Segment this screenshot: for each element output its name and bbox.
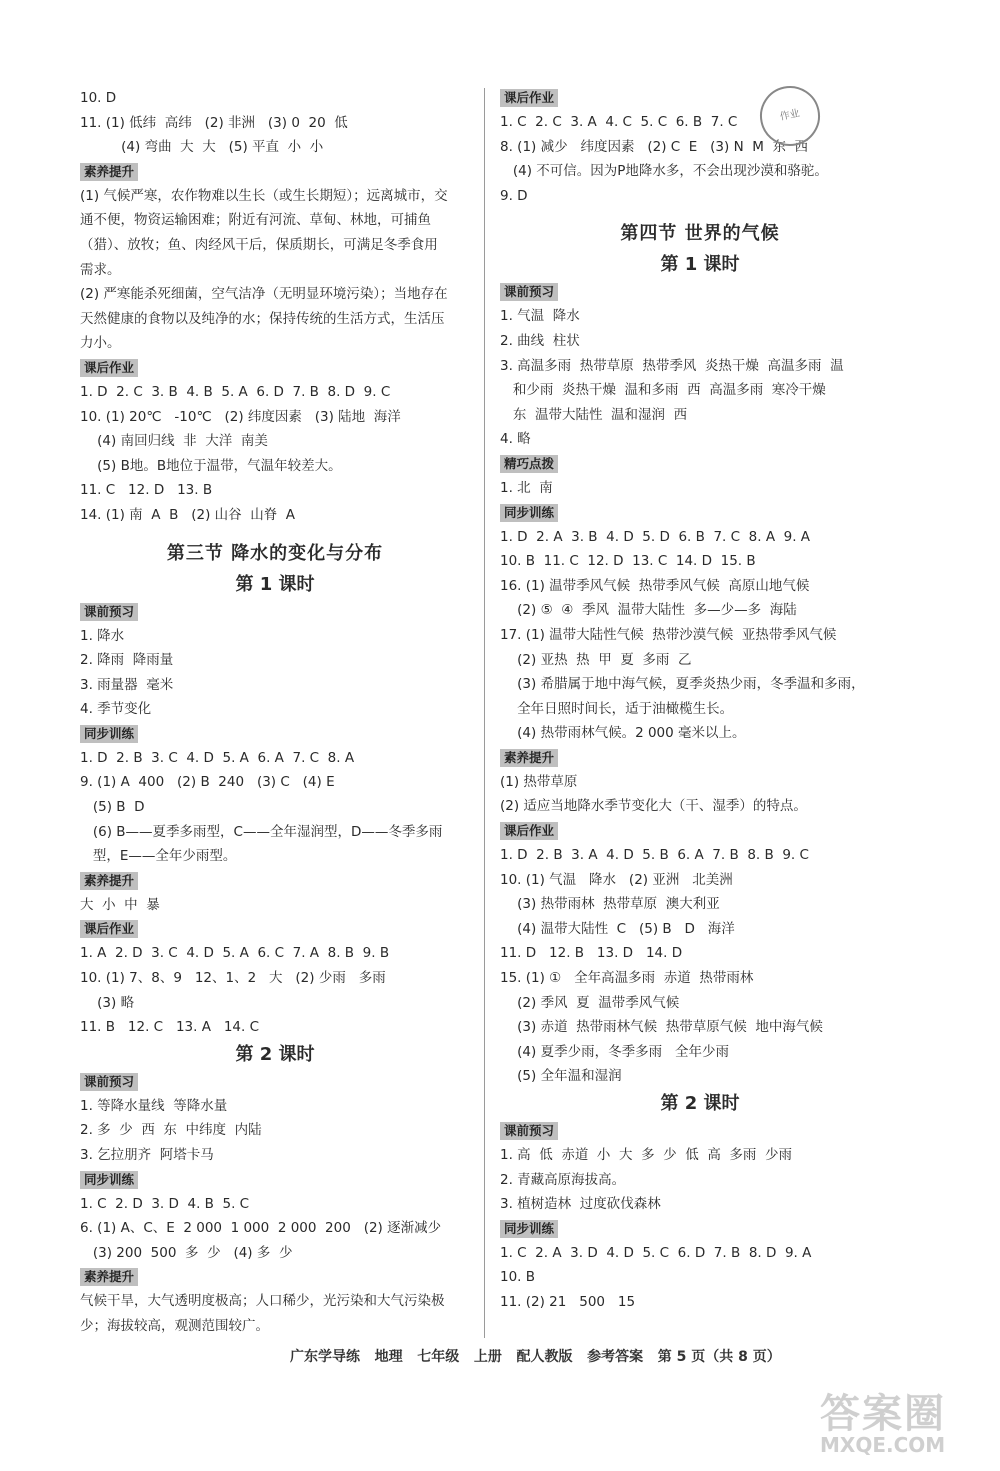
answer-line: (5) 全年温和湿润 bbox=[500, 1068, 622, 1085]
answer-line: (4) 不可信。因为P地降水多，不会出现沙漠和骆驼。 bbox=[500, 163, 828, 180]
right-column bbox=[500, 86, 900, 1315]
answer-line: 力小。 bbox=[80, 335, 121, 352]
answer-line: 和少雨 炎热干燥 温和多雨 西 高温多雨 寒冷干燥 bbox=[500, 382, 826, 399]
answer-line: (2) 严寒能杀死细菌，空气洁净（无明显环境污染）；当地存在 bbox=[80, 286, 448, 303]
answer-line: 17. (1) 温带大陆性气候 热带沙漠气候 亚热带季风气候 bbox=[500, 626, 837, 643]
answer-line: 8. (1) 减少 纬度因素 (2) C E (3) N M 东 西 bbox=[500, 138, 809, 155]
section-tag: 课后作业 bbox=[500, 89, 558, 107]
answer-line: 3. 乞拉朋齐 阿塔卡马 bbox=[80, 1147, 214, 1163]
answer-line: 天然健康的食物以及纯净的水；保持传统的生活方式，生活压 bbox=[80, 310, 445, 327]
answer-line: (4) 温带大陆性 C (5) B D 海洋 bbox=[500, 920, 735, 937]
section-tag: 同步训练 bbox=[80, 1171, 138, 1189]
answer-line: 4. 季节变化 bbox=[80, 701, 152, 718]
answer-line: (2) ⑤ ④ 季风 温带大陆性 多—少—多 海陆 bbox=[500, 602, 797, 619]
answer-line: 1. C 2. C 3. A 4. C 5. C 6. B 7. C bbox=[500, 114, 738, 130]
answer-line: 1. 降水 bbox=[80, 627, 125, 644]
answer-line: 2. 青藏高原海拔高。 bbox=[500, 1171, 626, 1188]
section-tag: 素养提升 bbox=[500, 749, 558, 767]
lesson-title: 第 1 课时 bbox=[235, 573, 315, 595]
answer-line: 1. 北 南 bbox=[500, 479, 553, 496]
answer-line: (4) 南回归线 非 大洋 南美 bbox=[80, 433, 268, 450]
section-tag: 课后作业 bbox=[500, 822, 558, 840]
answer-line: 1. C 2. A 3. D 4. D 5. C 6. D 7. B 8. D 9. A bbox=[500, 1244, 812, 1261]
answer-line: 10. D bbox=[80, 90, 117, 106]
answer-line: 1. 等降水量线 等降水量 bbox=[80, 1097, 228, 1114]
section-tag: 课前预习 bbox=[80, 603, 138, 621]
left-column bbox=[80, 86, 470, 1339]
answer-line: 10. (1) 气温 降水 (2) 亚洲 北美洲 bbox=[500, 871, 733, 888]
answer-line: （猎）、放牧；鱼、肉经风干后，保质期长，可满足冬季食用 bbox=[80, 236, 438, 253]
answer-line: 11. B 12. C 13. A 14. C bbox=[80, 1019, 260, 1036]
stamp-seal: 作业 bbox=[754, 80, 825, 151]
answer-line: 全年日照时间长，适于油橄榄生长。 bbox=[500, 700, 734, 717]
answer-line: 1. D 2. C 3. B 4. B 5. A 6. D 7. B 8. D 9. C bbox=[80, 383, 391, 400]
answer-line: 3. 植树造林 过度砍伐森林 bbox=[500, 1196, 661, 1213]
section-tag: 同步训练 bbox=[500, 1220, 558, 1238]
answer-line: 2. 曲线 柱状 bbox=[500, 332, 580, 349]
answer-line: 型，E——全年少雨型。 bbox=[80, 848, 237, 865]
answer-line: (1) 热带草原 bbox=[500, 773, 578, 790]
section-tag: 课后作业 bbox=[80, 359, 138, 377]
answer-line: (2) 亚热 热 甲 夏 多雨 乙 bbox=[500, 651, 692, 668]
answer-line: 大 小 中 暴 bbox=[80, 896, 160, 913]
answer-line: 2. 降雨 降雨量 bbox=[80, 652, 174, 669]
answer-line: (3) 略 bbox=[80, 994, 135, 1011]
section-tag: 同步训练 bbox=[80, 725, 138, 743]
section-tag: 课后作业 bbox=[80, 920, 138, 938]
answer-line: 1. D 2. A 3. B 4. D 5. D 6. B 7. C 8. A 9. A bbox=[500, 528, 811, 545]
answer-line: 11. C 12. D 13. B bbox=[80, 482, 213, 499]
answer-line: (2) 适应当地降水季节变化大（干、湿季）的特点。 bbox=[500, 798, 807, 815]
lesson-title: 第 1 课时 bbox=[660, 254, 740, 276]
lesson-title: 第 2 课时 bbox=[235, 1043, 315, 1065]
column-divider bbox=[484, 88, 485, 1338]
answer-line: 11. (1) 低纬 高纬 (2) 非洲 (3) 0 20 低 bbox=[80, 114, 348, 131]
answer-line: (5) B地。B地位于温带，气温年较差大。 bbox=[80, 457, 342, 474]
section-tag: 精巧点拨 bbox=[500, 455, 558, 473]
answer-line: 6. (1) A、C、E 2 000 1 000 2 000 200 (2) 逐渐减少 bbox=[80, 1220, 442, 1237]
answer-line: 1. D 2. B 3. C 4. D 5. A 6. A 7. C 8. A bbox=[80, 749, 355, 766]
lesson-title: 第 2 课时 bbox=[660, 1093, 740, 1114]
answer-line: (1) 气候严寒，农作物难以生长（或生长期短）；远离城市，交 bbox=[80, 187, 448, 204]
answer-line: 1. D 2. B 3. A 4. D 5. B 6. A 7. B 8. B 9. C bbox=[500, 847, 809, 864]
answer-line: (2) 季风 夏 温带季风气候 bbox=[500, 994, 680, 1011]
answer-line: 10. (1) 7、8、9 12、1、2 大 (2) 少雨 多雨 bbox=[80, 970, 386, 987]
page-footer: 广东学导练 地理 七年级 上册 配人教版 参考答案 第 5 页（共 8 页） bbox=[290, 1349, 781, 1365]
answer-line: 11. D 12. B 13. D 14. D bbox=[500, 945, 683, 962]
section-tag: 课前预习 bbox=[500, 1122, 558, 1140]
answer-line: (4) 夏季少雨，冬季多雨 全年少雨 bbox=[500, 1043, 729, 1060]
answer-line: (3) 赤道 热带雨林气候 热带草原气候 地中海气候 bbox=[500, 1019, 823, 1036]
section-tag: 课前预习 bbox=[500, 283, 558, 301]
section-tag: 素养提升 bbox=[80, 163, 138, 181]
answer-line: (3) 热带雨林 热带草原 澳大利亚 bbox=[500, 896, 720, 913]
answer-line: (4) 弯曲 大 大 (5) 平直 小 小 bbox=[104, 139, 324, 156]
answer-line: 1. 高 低 赤道 小 大 多 少 低 高 多雨 少雨 bbox=[500, 1147, 792, 1163]
answer-line: 3. 高温多雨 热带草原 热带季风 炎热干燥 高温多雨 温 bbox=[500, 357, 844, 374]
answer-line: 10. (1) 20℃ -10℃ (2) 纬度因素 (3) 陆地 海洋 bbox=[80, 408, 401, 425]
answer-line: 16. (1) 温带季风气候 热带季风气候 高原山地气候 bbox=[500, 577, 810, 594]
answer-line: (4) 热带雨林气候。2 000 毫米以上。 bbox=[500, 725, 746, 742]
answer-line: 少；海拔较高，观测范围较广。 bbox=[80, 1317, 269, 1334]
answer-line: 1. C 2. D 3. D 4. B 5. C bbox=[80, 1195, 250, 1212]
answer-line: 1. A 2. D 3. C 4. D 5. A 6. C 7. A 8. B 9. B bbox=[80, 945, 390, 962]
answer-line: (3) 200 500 多 少 (4) 多 少 bbox=[80, 1244, 293, 1261]
answer-line: 14. (1) 南 A B (2) 山谷 山脊 A bbox=[80, 506, 296, 523]
answer-line: (6) B——夏季多雨型，C——全年湿润型，D——冬季多雨 bbox=[80, 823, 443, 840]
section-title: 第四节 世界的气候 bbox=[620, 223, 780, 245]
section-tag: 课前预习 bbox=[80, 1073, 138, 1091]
answer-line: (3) 希腊属于地中海气候，夏季炎热少雨，冬季温和多雨， bbox=[500, 676, 865, 693]
answer-line: 9. D bbox=[500, 187, 528, 204]
logo-url: MXQE.COM bbox=[820, 1433, 946, 1457]
answer-line: 10. B bbox=[500, 1269, 536, 1286]
answer-line: 气候干旱，大气透明度极高；人口稀少，光污染和大气污染极 bbox=[80, 1293, 445, 1310]
answer-line: 11. (2) 21 500 15 bbox=[500, 1293, 636, 1310]
answer-line: 15. (1) ① 全年高温多雨 赤道 热带雨林 bbox=[500, 970, 754, 987]
section-title: 第三节 降水的变化与分布 bbox=[166, 542, 384, 564]
answer-line: 1. 气温 降水 bbox=[500, 308, 580, 325]
section-tag: 素养提升 bbox=[80, 1268, 138, 1286]
answer-line: 需求。 bbox=[80, 261, 121, 278]
section-tag: 同步训练 bbox=[500, 504, 558, 522]
answer-line: 10. B 11. C 12. D 13. C 14. D 15. B bbox=[500, 553, 756, 570]
answer-line: (5) B D bbox=[80, 799, 145, 816]
section-tag: 素养提升 bbox=[80, 872, 138, 890]
logo-text: 答案圈 bbox=[820, 1391, 946, 1437]
site-logo bbox=[820, 1382, 980, 1457]
answer-line: 9. (1) A 400 (2) B 240 (3) C (4) E bbox=[80, 774, 335, 791]
answer-line: 3. 雨量器 毫米 bbox=[80, 676, 174, 693]
answer-line: 东 温带大陆性 温和湿润 西 bbox=[500, 406, 688, 423]
answer-line: 4. 略 bbox=[500, 431, 531, 448]
answer-line: 通不便，物资运输困难；附近有河流、草甸、林地，可捕鱼 bbox=[80, 212, 431, 229]
answer-line: 2. 多 少 西 东 中纬度 内陆 bbox=[80, 1122, 262, 1139]
